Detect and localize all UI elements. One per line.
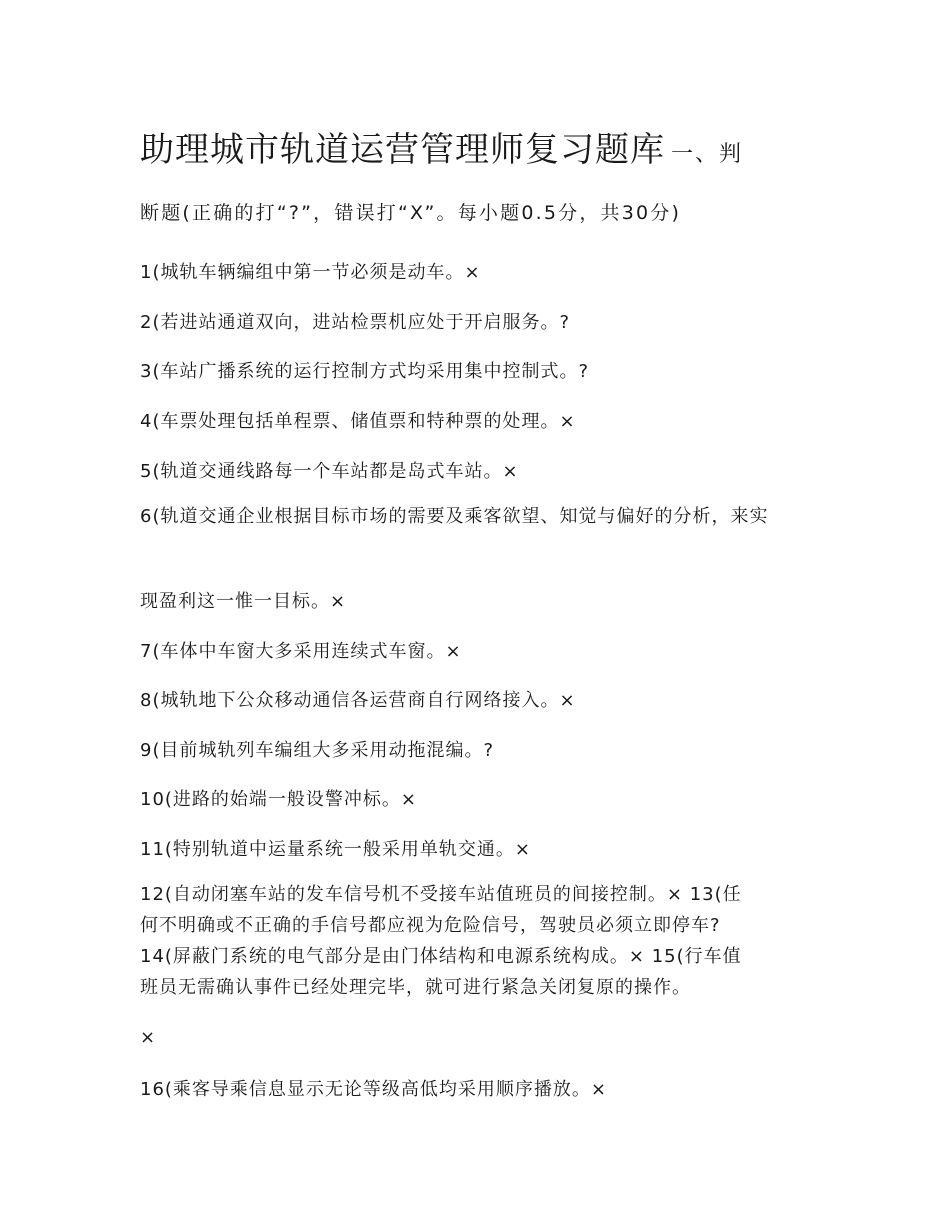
question-6-line-2: 现盈利这一惟一目标。× (140, 591, 347, 612)
question-10: 10(进路的始端一般设警冲标。× (140, 789, 418, 810)
question-11: 11(特别轨道中运量系统一般采用单轨交通。× (140, 839, 532, 860)
questions-12-15-line-4: 班员无需确认事件已经处理完毕，就可进行紧急关闭复原的操作。 (140, 977, 691, 998)
questions-12-15 (140, 879, 820, 1003)
question-6-line-1: 6(轨道交通企业根据目标市场的需要及乘客欲望、知觉与偏好的分析，来实 (140, 506, 769, 527)
question-9: 9(目前城轨列车编组大多采用动拖混编。? (140, 740, 495, 761)
question-3: 3(车站广播系统的运行控制方式均采用集中控制式。? (140, 361, 590, 382)
question-4: 4(车票处理包括单程票、储值票和特种票的处理。× (140, 411, 576, 432)
question-2: 2(若进站通道双向，进站检票机应处于开启服务。? (140, 312, 571, 333)
document-title (140, 122, 743, 171)
title-main: 助理城市轨道运营管理师复习题库 (140, 130, 665, 170)
questions-12-15-line-3: 14(屏蔽门系统的电气部分是由门体结构和电源系统构成。× 15(行车值 (140, 946, 742, 967)
question-6 (140, 501, 820, 532)
questions-12-15-line-2: 何不明确或不正确的手信号都应视为危险信号，驾驶员必须立即停车? (140, 915, 721, 936)
section-instructions: 断题(正确的打“?”，错误打“X”。每小题0.5分，共30分) (140, 202, 682, 224)
question-7: 7(车体中车窗大多采用连续式车窗。× (140, 641, 462, 662)
question-15-answer: × (140, 1027, 157, 1048)
question-16: 16(乘客导乘信息显示无论等级高低均采用顺序播放。× (140, 1079, 608, 1100)
questions-12-15-line-1: 12(自动闭塞车站的发车信号机不受接车站值班员的间接控制。× 13(任 (140, 884, 742, 905)
question-5: 5(轨道交通线路每一个车站都是岛式车站。× (140, 461, 519, 482)
question-8: 8(城轨地下公众移动通信各运营商自行网络接入。× (140, 690, 576, 711)
question-1: 1(城轨车辆编组中第一节必须是动车。× (140, 262, 481, 283)
title-section-heading: 一、判 (671, 142, 744, 167)
